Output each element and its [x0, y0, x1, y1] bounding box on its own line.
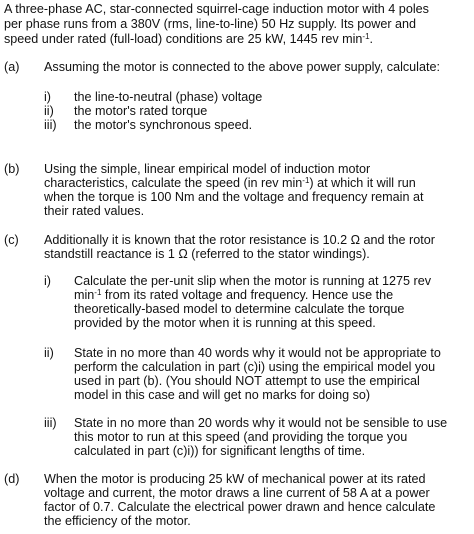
part-a-item-text: the motor's rated torque — [74, 104, 208, 118]
part-a-text: Assuming the motor is connected to the above power supply, calculate: — [44, 60, 440, 74]
part-b-label: (b) — [4, 162, 20, 176]
part-c-line: standstill reactance is 1 Ω (referred to the stator windings). — [44, 247, 370, 261]
part-d-label: (d) — [4, 472, 20, 486]
part-a-item-number: ii) — [44, 104, 54, 118]
part-a-item-text: the line-to-neutral (phase) voltage — [74, 90, 263, 104]
part-b-line: Using the simple, linear empirical model of induction motor — [44, 162, 371, 176]
part-c-i-line: theoretically-based model to determine calculate the torque — [74, 302, 405, 316]
superscript: -1 — [94, 288, 102, 297]
part-c-iii-number: iii) — [44, 416, 57, 430]
intro-line: per phase runs from a 380V (rms, line-to-line) 50 Hz supply. Its power and — [4, 17, 417, 31]
part-a-label: (a) — [4, 60, 20, 74]
part-c-ii-line: State in no more than 40 words why it would not be appropriate to — [74, 346, 441, 360]
part-c-iii-line: this motor to run at this speed (and providing the torque you — [74, 430, 408, 444]
part-d-line: the efficiency of the motor. — [44, 514, 191, 528]
part-d-line: voltage and current, the motor draws a line current of 58 A at a power — [44, 486, 430, 500]
part-c-i-number: i) — [44, 274, 51, 288]
part-c-iii-line: State in no more than 20 words why it would not be sensible to use — [74, 416, 448, 430]
part-b-line: when the torque is 100 Nm and the voltage and frequency remain at — [44, 190, 424, 204]
part-a-item-text: the motor's synchronous speed. — [74, 118, 253, 132]
part-c-i-line: $\min^{-1}$ from its rated voltage and frequency. Hence use the — [74, 288, 394, 302]
intro-line: speed under rated (full-load) conditions are 25 kW, 1445 rev $\min^{-1}$. — [4, 32, 374, 46]
part-c-i-line: provided by the motor when it is running at this speed. — [74, 316, 376, 330]
superscript: -1 — [362, 32, 370, 41]
intro-line: A three-phase AC, star-connected squirrel-cage induction motor with 4 poles — [4, 2, 429, 16]
part-b-line: their rated values. — [44, 204, 145, 218]
part-c-i-line: Calculate the per-unit slip when the motor is running at 1275 rev — [74, 274, 432, 288]
part-c-label: (c) — [4, 233, 19, 247]
part-c-ii-number: ii) — [44, 346, 54, 360]
superscript: -1 — [302, 176, 310, 185]
part-d-line: factor of 0.7. Calculate the electrical power drawn and hence calculate — [44, 500, 436, 514]
part-c-ii-line: perform the calculation in part (c)i) using the empirical model you — [74, 360, 436, 374]
part-c-line: Additionally it is known that the rotor resistance is 10.2 Ω and the rotor — [44, 233, 435, 247]
part-d-line: When the motor is producing 25 kW of mechanical power at its rated — [44, 472, 426, 486]
part-a-item-number: iii) — [44, 118, 57, 132]
part-c-ii-line: model in this case and will get no marks for doing so) — [74, 388, 371, 402]
part-a-item-number: i) — [44, 90, 51, 104]
part-b-line: characteristics, calculate the speed (in rev $\min^{-1}$) at which it will run — [44, 176, 416, 190]
part-c-iii-line: calculated in part (c)i)) for significant lengths of time. — [74, 444, 366, 458]
part-c-ii-line: used in part (b). (You should NOT attempt to use the empirical — [74, 374, 420, 388]
